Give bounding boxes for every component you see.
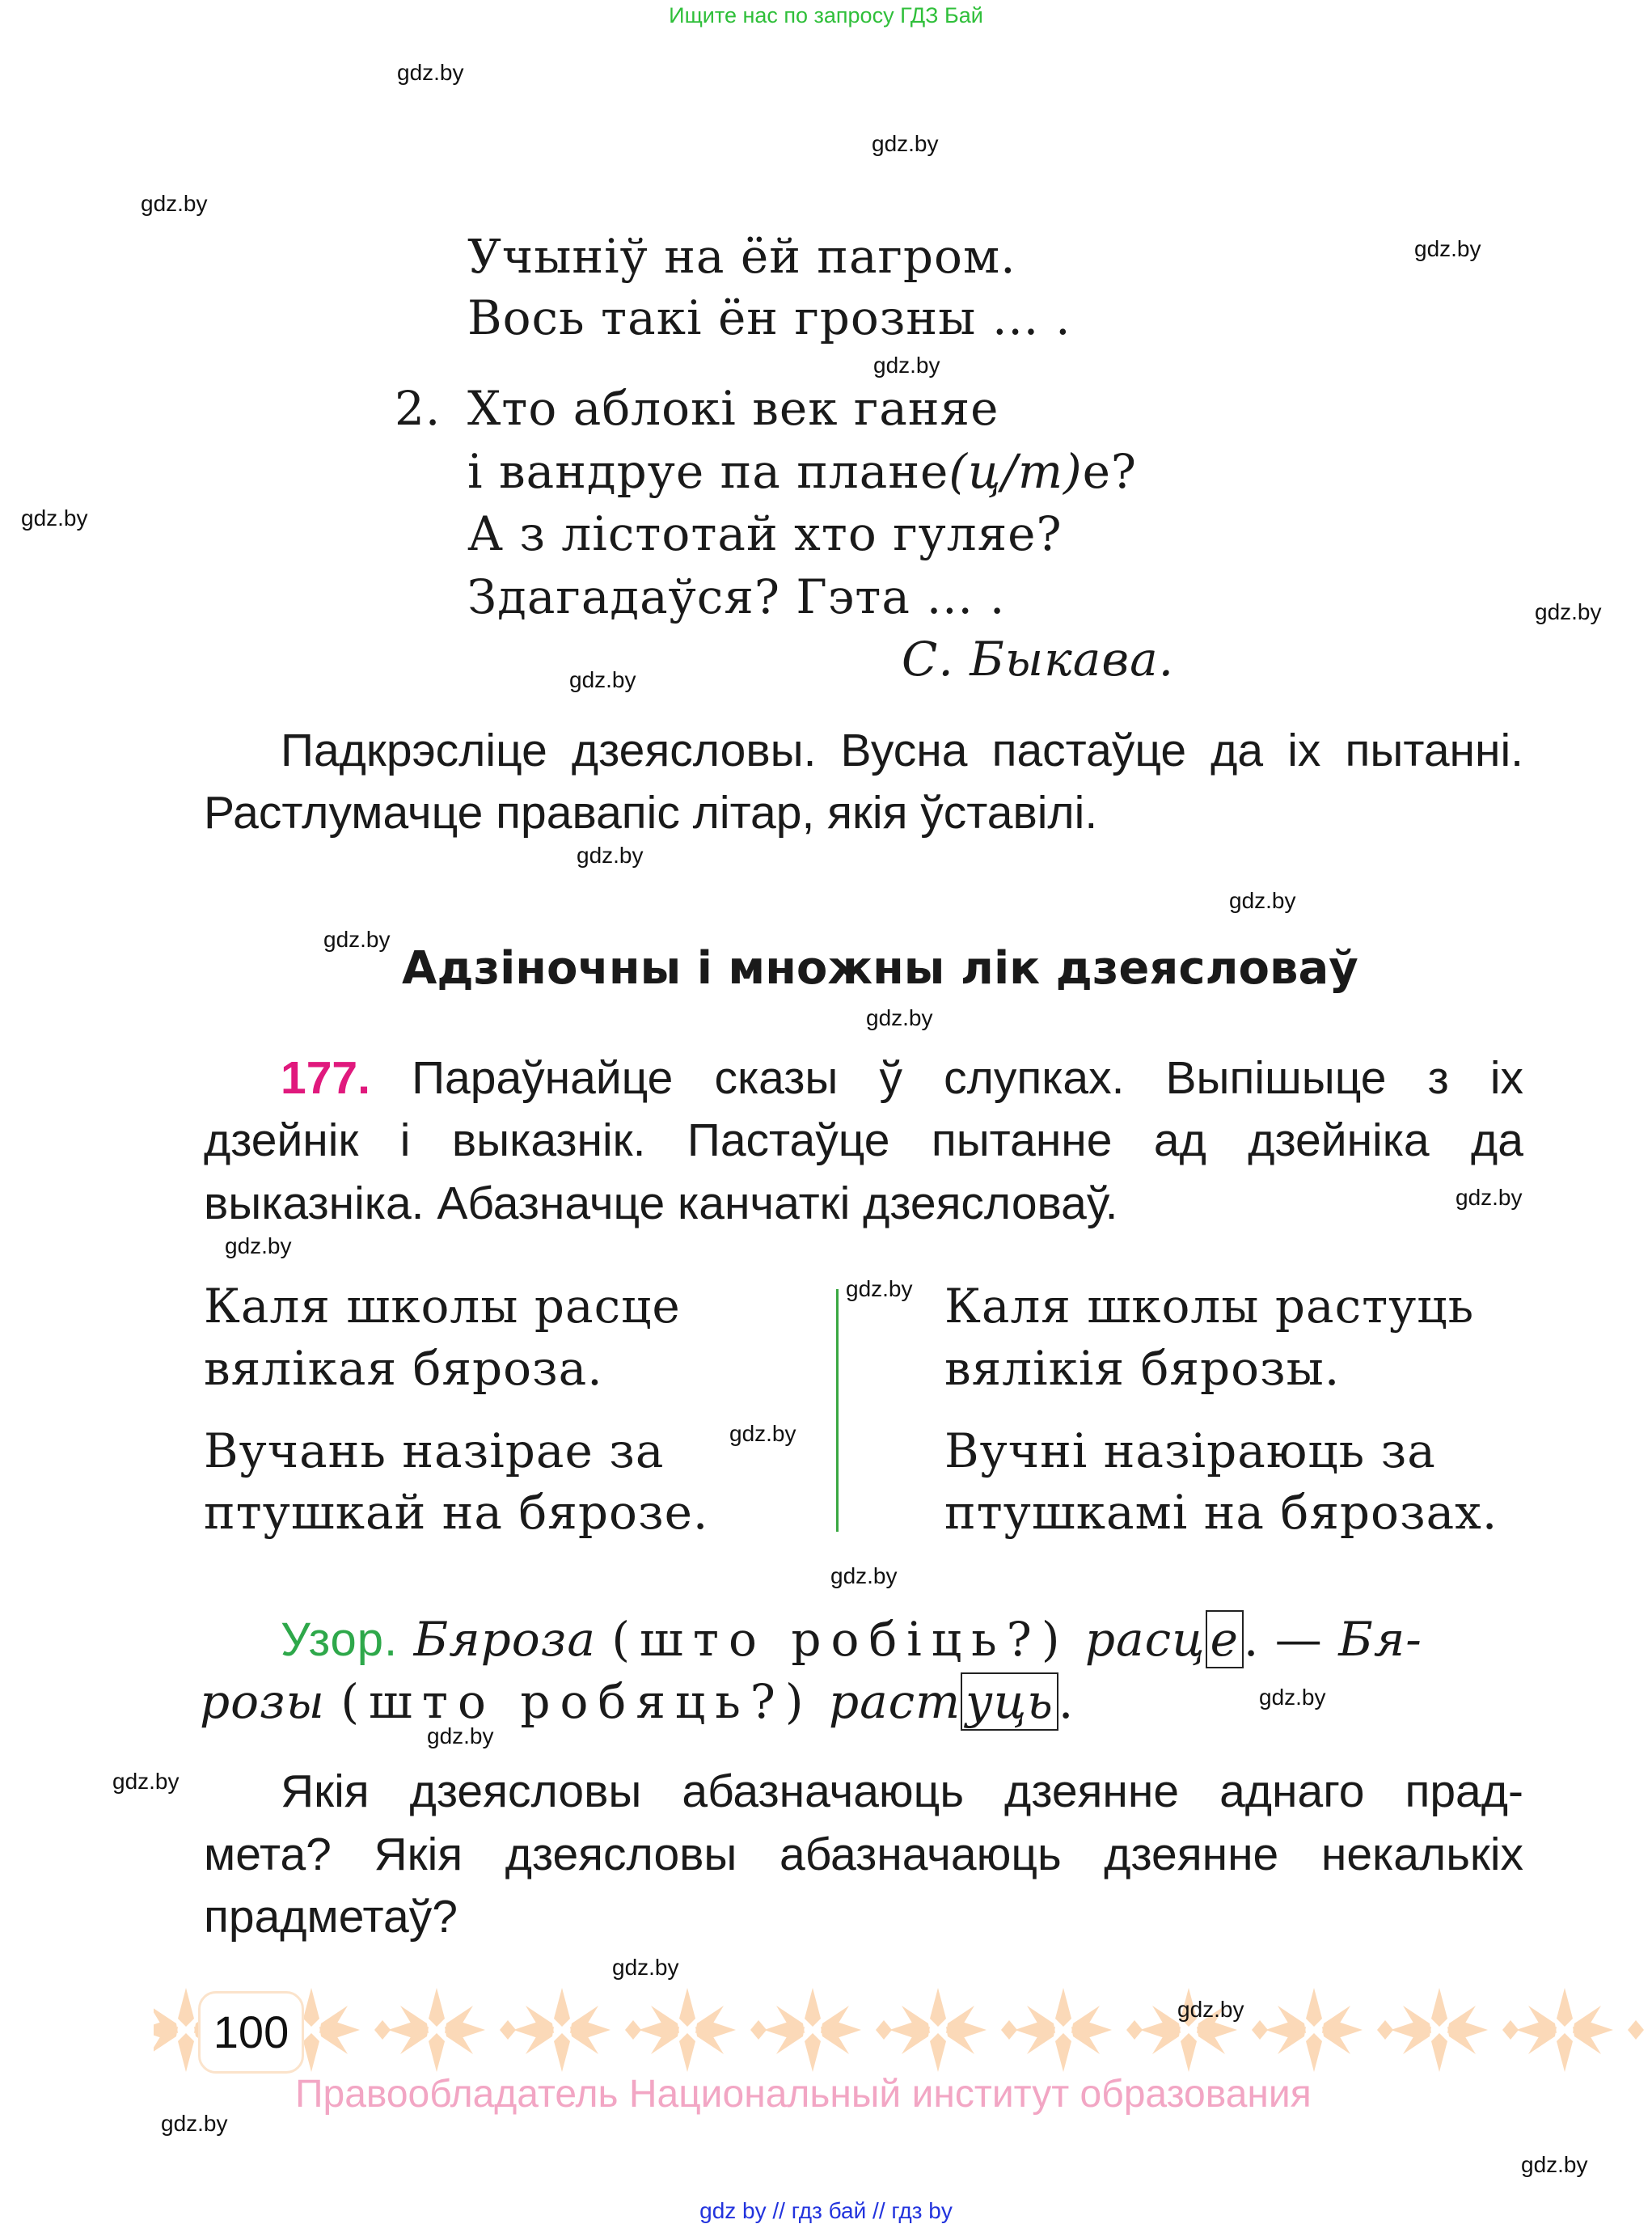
poem-author: С. Быкава. xyxy=(902,632,1175,687)
watermark: gdz.by xyxy=(1177,1997,1244,2022)
watermark: gdz.by xyxy=(729,1421,796,1446)
poem-line: А з лістотай хто гуляе? xyxy=(467,506,1063,561)
pattern-line xyxy=(281,1609,1422,1671)
exercise-line: дзейнік і выказнік. Пастаўце пытанне ад дзейніка да xyxy=(204,1114,1523,1166)
left-column-line: Вучань назірае за xyxy=(204,1423,665,1478)
exercise-line xyxy=(281,1047,1523,1110)
verb-ending: уць xyxy=(961,1672,1058,1731)
watermark: gdz.by xyxy=(323,927,391,952)
question-line: прадметаў? xyxy=(204,1891,458,1943)
poem-number: 2. xyxy=(395,381,442,436)
poem-line: Вось такі ён грозны … . xyxy=(467,290,1071,345)
watermark: gdz.by xyxy=(1414,236,1481,261)
question: (што робіць?) xyxy=(611,1612,1070,1667)
watermark: gdz.by xyxy=(1456,1185,1523,1210)
question-line: мета? Якія дзеясловы абазначаюць дзеянне некалькіх xyxy=(204,1829,1523,1880)
exercise-line: выказніка. Абазначце канчаткі дзеясловаў. xyxy=(204,1178,1118,1229)
search-banner[interactable]: Ищите нас по запросу ГДЗ Бай xyxy=(669,3,983,27)
watermark: gdz.by xyxy=(397,60,464,85)
watermark: gdz.by xyxy=(1521,2152,1588,2177)
watermark: gdz.by xyxy=(427,1723,494,1748)
watermark: gdz.by xyxy=(830,1563,898,1588)
text: е? xyxy=(1082,444,1138,499)
dash: . — xyxy=(1243,1612,1339,1667)
left-column-line: Каля школы расце xyxy=(204,1279,681,1334)
footer-links[interactable]: gdz by // гдз бай // гдз by xyxy=(699,2198,953,2223)
verb-stem: расц xyxy=(1084,1612,1206,1667)
watermark: gdz.by xyxy=(612,1955,679,1980)
letter-choice: (ц/т) xyxy=(949,444,1083,499)
watermark: gdz.by xyxy=(21,505,88,531)
subject: Бяроза xyxy=(413,1612,596,1667)
left-column-line: птушкай на бярозе. xyxy=(204,1485,709,1540)
watermark: gdz.by xyxy=(1535,599,1602,624)
right-column-line: Каля школы растуць xyxy=(944,1279,1475,1334)
watermark: gdz.by xyxy=(141,191,208,216)
watermark: gdz.by xyxy=(569,667,636,692)
watermark: gdz.by xyxy=(1229,888,1296,913)
verb-stem: раст xyxy=(828,1674,961,1729)
right-column-line: вялікія бярозы. xyxy=(944,1341,1341,1396)
poem-line: Хто аблокі век ганяе xyxy=(467,381,999,436)
watermark: gdz.by xyxy=(866,1005,933,1030)
poem-line: Учыніў на ёй пагром. xyxy=(467,229,1016,284)
text: і вандруе па плане xyxy=(467,444,949,499)
exercise-number: 177. xyxy=(281,1052,370,1104)
watermark: gdz.by xyxy=(161,2111,228,2136)
verb-ending: е xyxy=(1206,1610,1244,1668)
pattern-label: Узор. xyxy=(281,1613,399,1666)
right-column-line: Вучні назіраюць за xyxy=(944,1423,1436,1478)
watermark: gdz.by xyxy=(577,843,644,868)
poem-line: Здагадаўся? Гэта … . xyxy=(467,569,1006,624)
watermark: gdz.by xyxy=(112,1769,180,1794)
question: (што робяць?) xyxy=(340,1674,813,1729)
column-divider xyxy=(836,1289,839,1532)
watermark: gdz.by xyxy=(872,131,939,156)
page-number: 100 xyxy=(198,1991,304,2074)
left-column-line: вялікая бяроза. xyxy=(204,1341,603,1396)
watermark: gdz.by xyxy=(846,1276,913,1301)
ornament-band xyxy=(154,1985,1652,2074)
watermark: gdz.by xyxy=(225,1233,292,1258)
rights-holder: Правообладатель Национальный институт образования xyxy=(295,2073,1312,2116)
watermark: gdz.by xyxy=(873,353,940,378)
watermark: gdz.by xyxy=(1259,1685,1326,1710)
subject: розы xyxy=(200,1674,325,1729)
question-line: Якія дзеясловы абазначаюць дзеянне аднаго прад- xyxy=(281,1765,1523,1817)
pattern-line xyxy=(200,1671,1074,1733)
section-heading: Адзіночны і множны лік дзеясловаў xyxy=(402,942,1358,995)
period: . xyxy=(1058,1674,1075,1729)
right-column-line: птушкамі на бярозах. xyxy=(944,1485,1498,1540)
poem-line xyxy=(467,441,1137,503)
task-line: Падкрэсліце дзеясловы. Вусна пастаўце да іх пытанні. xyxy=(281,725,1523,776)
subject: Бя- xyxy=(1338,1612,1422,1667)
text: Параўнайце сказы ў слупках. Выпішыце з іх xyxy=(412,1052,1523,1104)
task-line: Растлумачце правапіс літар, якія ўставілі. xyxy=(204,787,1098,839)
